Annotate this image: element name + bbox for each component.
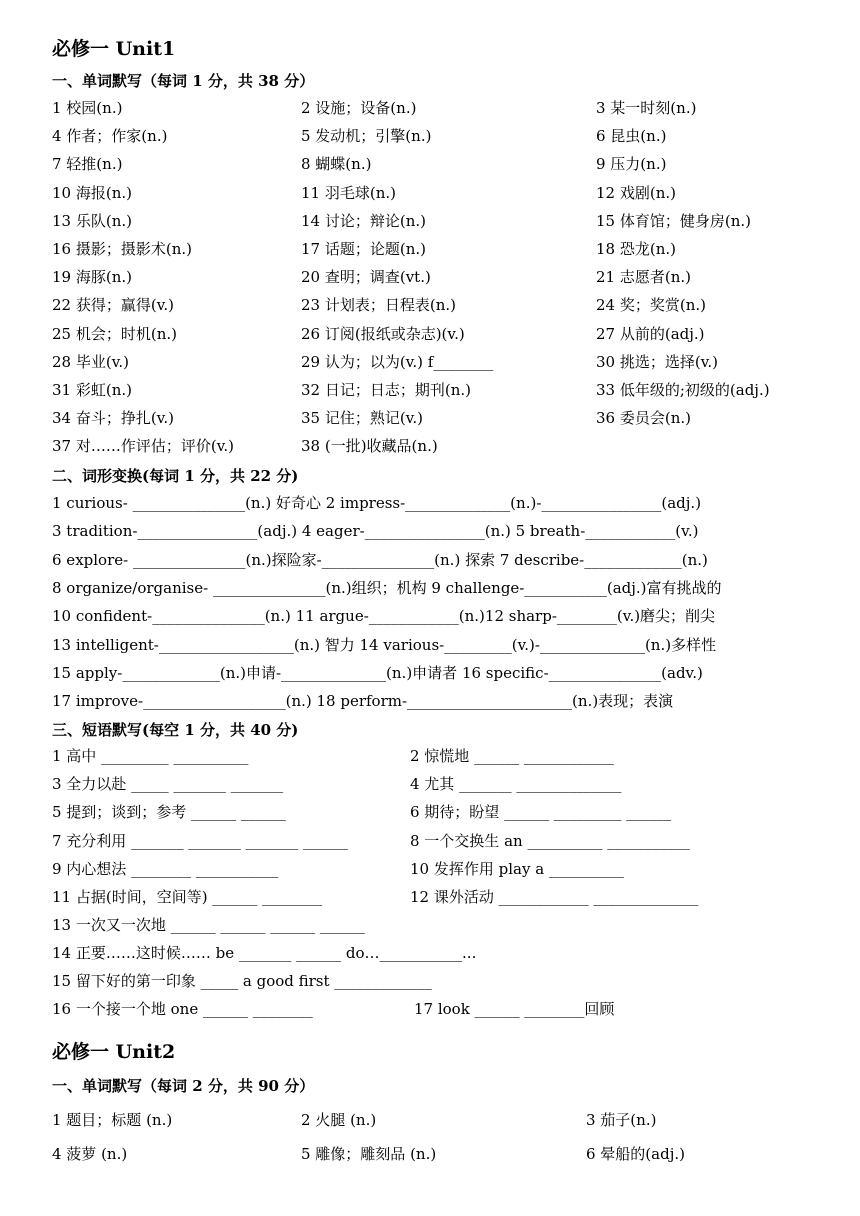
list-item: 1 高中 _________ __________ [52, 747, 249, 765]
list-item: 24 奖；奖赏(n.) [596, 296, 706, 315]
list-item: 4 作者；作家(n.) [52, 127, 168, 146]
list-item: 30 挑选；选择(v.) [596, 352, 719, 371]
list-item: 2 设施；设备(n.) [301, 99, 417, 117]
wordform-line: 3 tradition-________________(adj.) 4 eager-________________(n.) 5 breath-____________(v.) [52, 522, 699, 541]
list-item: 20 查明；调查(vt.) [301, 268, 431, 287]
list-item: 11 羽毛球(n.) [301, 183, 396, 202]
list-item: 33 低年级的;初级的(adj.) [596, 381, 770, 399]
list-item: 31 彩虹(n.) [52, 381, 132, 399]
list-item: 12 戏剧(n.) [596, 183, 676, 202]
list-item: 16 摄影；摄影术(n.) [52, 240, 192, 258]
unit1-section2-heading: 二、词形变换(每词 1 分，共 22 分) [52, 467, 299, 485]
phrase-line: 15 留下好的第一印象 _____ a good first _____________ [52, 972, 432, 991]
list-item: 36 委员会(n.) [596, 409, 691, 428]
list-item: 10 发挥作用 play a __________ [410, 859, 624, 878]
unit1-section3-heading: 三、短语默写(每空 1 分，共 40 分) [52, 721, 299, 739]
list-item: 6 期待；盼望 ______ _________ ______ [410, 803, 672, 822]
wordform-line: 6 explore- _______________(n.)探险家-_______________(n.) 探索 7 describe-_____________(n.) [52, 550, 708, 569]
list-item: 9 压力(n.) [596, 155, 667, 174]
list-item: 16 一个接一个地 one ______ ________ [52, 1000, 313, 1018]
unit1-section1-heading: 一、单词默写（每词 1 分，共 38 分） [52, 72, 315, 90]
list-item: 3 全力以赴 _____ _______ _______ [52, 775, 284, 794]
list-item: 14 讨论；辩论(n.) [301, 211, 426, 230]
list-item: 17 话题；论题(n.) [301, 240, 426, 258]
list-item: 5 发动机；引擎(n.) [301, 127, 432, 146]
wordform-line: 17 improve-___________________(n.) 18 perform-______________________(n.)表现；表演 [52, 692, 674, 711]
list-item: 18 恐龙(n.) [596, 240, 676, 258]
list-item: 1 校园(n.) [52, 99, 123, 117]
wordform-line: 13 intelligent-__________________(n.) 智力 14 various-_________(v.)-______________(n.)多样性 [52, 635, 717, 654]
list-item: 32 日记；日志；期刊(n.) [301, 381, 471, 399]
list-item: 29 认为；以为(v.) f________ [301, 352, 494, 371]
list-item: 2 惊慌地 ______ ____________ [410, 747, 614, 765]
list-item: 22 获得；赢得(v.) [52, 296, 175, 315]
list-item: 3 茄子(n.) [586, 1111, 657, 1129]
list-item: 5 雕像；雕刻品 (n.) [301, 1145, 437, 1163]
list-item: 7 充分利用 _______ _______ _______ ______ [52, 831, 348, 850]
list-item: 9 内心想法 ________ ___________ [52, 859, 279, 878]
list-item: 4 尤其 _______ ______________ [410, 775, 622, 794]
unit2-title: 必修一 Unit2 [52, 1041, 176, 1063]
list-item: 12 课外活动 ____________ ______________ [410, 888, 699, 906]
list-item: 21 志愿者(n.) [596, 268, 691, 287]
list-item: 8 蝴蝶(n.) [301, 155, 372, 174]
wordform-line: 10 confident-_______________(n.) 11 argue-____________(n.)12 sharp-________(v.)磨尖；削尖 [52, 607, 716, 626]
list-item: 37 对……作评估；评价(v.) [52, 437, 235, 456]
unit1-title: 必修一 Unit1 [52, 38, 176, 60]
list-item: 27 从前的(adj.) [596, 324, 705, 343]
wordform-line: 15 apply-_____________(n.)申请-______________(n.)申请者 16 specific-_______________(adv.) [52, 663, 703, 682]
wordform-line: 8 organize/organise- _______________(n.)组织；机构 9 challenge-___________(adj.)富有挑战的 [52, 578, 722, 597]
list-item: 23 计划表；日程表(n.) [301, 296, 456, 315]
list-item: 13 乐队(n.) [52, 211, 132, 230]
list-item: 3 某一时刻(n.) [596, 99, 697, 117]
unit2-section1-heading: 一、单词默写（每词 2 分，共 90 分） [52, 1077, 315, 1095]
list-item: 11 占据(时间，空间等) ______ ________ [52, 888, 323, 906]
list-item: 1 题目；标题 (n.) [52, 1111, 173, 1129]
list-item: 15 体育馆；健身房(n.) [596, 211, 751, 230]
list-item: 7 轻推(n.) [52, 155, 123, 174]
wordform-line: 1 curious- _______________(n.) 好奇心 2 impress-______________(n.)-________________(adj.) [52, 494, 702, 512]
list-item: 6 昆虫(n.) [596, 127, 667, 146]
list-item: 19 海豚(n.) [52, 268, 132, 287]
list-item: 8 一个交换生 an __________ ___________ [410, 831, 690, 850]
list-item: 5 提到；谈到；参考 ______ ______ [52, 803, 286, 822]
phrase-line: 13 一次又一次地 ______ ______ ______ ______ [52, 916, 365, 934]
list-item: 34 奋斗；挣扎(v.) [52, 409, 175, 428]
list-item: 26 订阅(报纸或杂志)(v.) [301, 324, 465, 343]
list-item: 4 菠萝 (n.) [52, 1145, 128, 1163]
list-item: 25 机会；时机(n.) [52, 324, 177, 343]
list-item: 17 look ______ ________回顾 [414, 1000, 615, 1018]
list-item: 38 (一批)收藏品(n.) [301, 437, 438, 456]
list-item: 2 火腿 (n.) [301, 1111, 377, 1129]
phrase-line: 14 正要……这时候…… be _______ ______ do…___________... [52, 944, 477, 963]
list-item: 35 记住；熟记(v.) [301, 409, 424, 428]
list-item: 10 海报(n.) [52, 183, 132, 202]
list-item: 6 晕船的(adj.) [586, 1145, 685, 1163]
list-item: 28 毕业(v.) [52, 352, 130, 371]
